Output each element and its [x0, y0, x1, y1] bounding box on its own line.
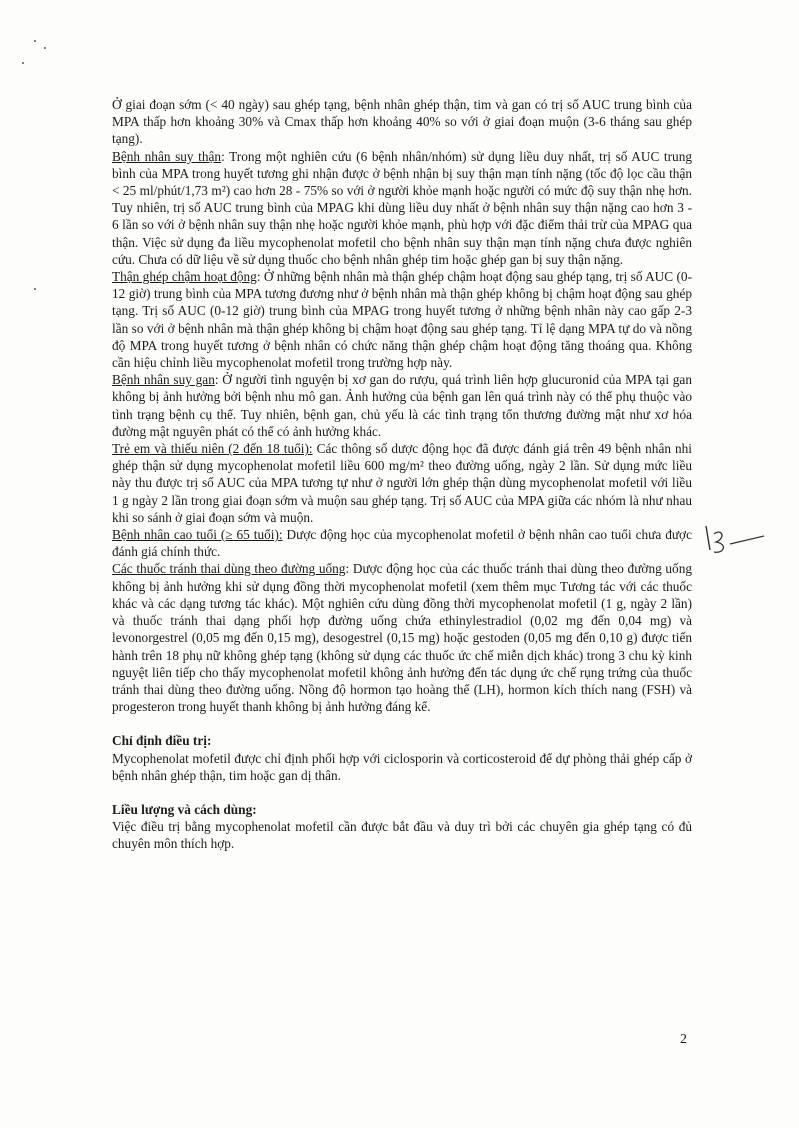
- paragraph-pediatric: [112, 440, 692, 526]
- paragraph-contraceptives: [112, 560, 692, 715]
- paragraph-text: Ở giai đoạn sớm (< 40 ngày) sau ghép tạng, bệnh nhân ghép thận, tim và gan có trị số AUC trung bình của MPA thấp hơn khoảng 30% và Cmax thấp hơn khoảng 40% so với ở giai đoạn muộn (3-6 tháng sau ghép tạng).: [112, 97, 692, 147]
- paragraph-elderly: [112, 526, 692, 560]
- paragraph-lead: Bệnh nhân suy thận: [112, 148, 222, 164]
- paragraph-early-phase: [112, 96, 692, 148]
- paragraph-text: : Trong một nghiên cứu (6 bệnh nhân/nhóm) sử dụng liều duy nhất, trị số AUC trung bình của MPA trong huyết tương ghi nhận được ở bệnh nhận bị suy thận mạn tính nặng (tốc độ lọc cầu thận < 25 ml/phút/1,73 m²) cao hơn 28 - 75% so với ở người khỏe mạnh hoặc người có mức độ suy thận nhẹ hơn. Tuy nhiên, trị số AUC trung bình của MPAG khi dùng liều duy nhất ở bệnh nhân suy thận nặng cao hơn 3 - 6 lần so với ở bệnh nhân suy thận nhẹ hoặc người khỏe mạnh, phù hợp với đặc điểm thải trừ của MPAG qua thận. Việc sử dụng đa liều mycophenolat mofetil cho bệnh nhân suy thận mạn tính nặng chưa được nghiên cứu. Chưa có dữ liệu về sử dụng thuốc cho bệnh nhân ghép tim hoặc ghép gan bị suy thận nặng.: [112, 148, 692, 267]
- paragraph-hepatic: [112, 371, 692, 440]
- paragraph-renal: [112, 148, 692, 268]
- paragraph-text: : Ở những bệnh nhân mà thận ghép chậm hoạt động sau ghép tạng, trị số AUC (0-12 giờ) trung bình của MPA tương đương như ở bệnh nhân mà thận ghép không bị chậm hoạt động sau ghép tạng. Trị số AUC (0-12 giờ) trung bình của MPAG trong huyết tương ở những bệnh nhân này cao gấp 2-3 lần so với ở bệnh nhân mà thận ghép không bị chậm hoạt động sau ghép tạng. Tỉ lệ dạng MPA tự do và nồng độ MPA trong huyết tương ở bệnh nhân có chức năng thận ghép chậm hoạt động tăng thoáng qua. Không cần hiệu chỉnh liều mycophenolat mofetil trong trường hợp này.: [112, 269, 692, 371]
- paragraph-lead: Bệnh nhân suy gan: [112, 372, 215, 388]
- document-body: [112, 96, 692, 853]
- paragraph-lead: Các thuốc tránh thai dùng theo đường uống: [112, 561, 346, 577]
- handwritten-mark: [700, 520, 770, 560]
- section-body-indications: Mycophenolat mofetil được chỉ định phối hợp với ciclosporin và corticosteroid để dự phòng thải ghép cấp ở bệnh nhân ghép thận, tim hoặc gan dị thân.: [112, 750, 692, 783]
- paragraph-lead: Bệnh nhân cao tuổi (≥ 65 tuổi):: [112, 527, 283, 543]
- scan-speck: [34, 288, 36, 290]
- scan-speck: [44, 47, 46, 49]
- paragraph-lead: Trẻ em và thiếu niên (2 đến 18 tuổi):: [112, 441, 313, 457]
- scan-speck: [34, 40, 36, 42]
- paragraph-lead: Thận ghép chậm hoạt động: [112, 269, 257, 285]
- paragraph-text: : Ở người tình nguyện bị xơ gan do rượu, quá trình liên hợp glucuronid của MPA tại gan không bị ảnh hưởng bởi bệnh nhu mô gan. Ảnh hưởng của bệnh gan lên quá trình này có thể phụ thuộc vào tình trạng bệnh cụ thể. Tuy nhiên, bệnh gan, chủ yếu là các tình trạng tổn thương đường mật như xơ hóa đường mật nguyên phát có thể có ảnh hưởng khác.: [112, 372, 692, 439]
- paragraph-text: Các thông số dược động học đã được đánh giá trên 49 bệnh nhân nhi ghép thận sử dụng mycophenolat mofetil liều 600 mg/m² theo đường uống, ngày 2 lần. Sử dụng mức liều này thu được trị số AUC của MPA tương tự như ở người lớn ghép thận dùng mycophenolat mofetil với liều 1 g ngày 2 lần trong giai đoạn sớm và muộn sau ghép tạng. Trị số AUC của MPA giữa các nhóm là như nhau khi so sánh ở giai đoạn sớm và muộn.: [112, 441, 692, 525]
- section-heading-dosage: Liều lượng và cách dùng:: [112, 801, 257, 817]
- section-body-dosage: Việc điều trị bằng mycophenolat mofetil cần được bắt đầu và duy trì bởi các chuyên gia ghép tạng có đủ chuyên môn thích hợp.: [112, 819, 692, 852]
- paragraph-delayed-graft: [112, 268, 692, 371]
- paragraph-text: Dược động học của mycophenolat mofetil ở bệnh nhân cao tuổi chưa được đánh giá chính thức.: [112, 527, 692, 560]
- scan-speck: [22, 62, 24, 64]
- section-heading-indications: Chỉ định điều trị:: [112, 733, 212, 749]
- page-number: 2: [680, 1032, 687, 1047]
- paragraph-text: : Dược động học của các thuốc tránh thai dùng theo đường uống không bị ảnh hưởng khi sử dụng đồng thời mycophenolat mofetil (xem thêm mục Tương tác với các thuốc khác và các dạng tương tác khác). Một nghiên cứu dùng đồng thời mycophenolat mofetil (1 g, ngày 2 lần) và thuốc tránh thai dạng phối hợp đường uống chứa ethinylestradiol (0,02 mg đến 0,04 mg) và levonorgestrel (0,05 mg đến 0,15 mg), desogestrel (0,15 mg) hoặc gestoden (0,05 mg đến 0,10 g) được tiến hành trên 18 phụ nữ không ghép tạng (không sử dụng các thuốc ức chế miễn dịch khác) trong 3 chu kỳ kinh nguyệt liên tiếp cho thấy mycophenolat mofetil không ảnh hưởng đến tác dụng ức chế rụng trứng của thuốc tránh thai dùng theo đường uống. Nồng độ hormon tạo hoàng thể (LH), hormon kích thích nang (FSH) và progesteron trong huyết thanh không bị ảnh hưởng đáng kể.: [112, 561, 693, 715]
